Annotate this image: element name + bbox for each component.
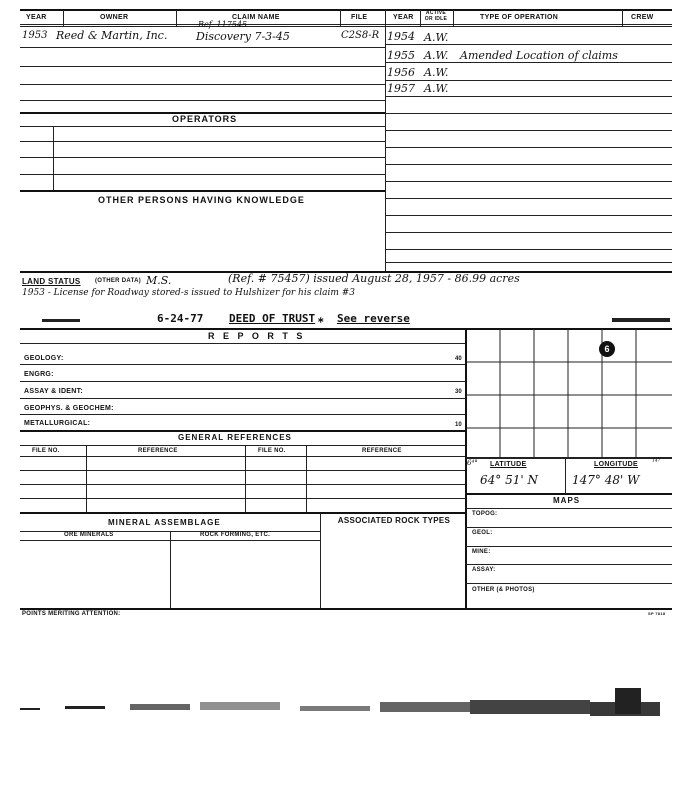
row-line: [20, 66, 385, 67]
general-refs-title: GENERAL REFERENCES: [178, 433, 292, 442]
row-line: [385, 249, 672, 250]
row-line: [20, 84, 385, 85]
row-line: [20, 398, 465, 399]
row-line: [20, 174, 385, 175]
ore-minerals-label: ORE MINERALS: [64, 532, 114, 538]
longitude-value: 147° 48' W: [572, 473, 640, 487]
land-status-line1: (Ref. # 75457) issued August 28, 1957 - 86.99 acres: [228, 272, 520, 285]
deed-date: 6-24-77: [157, 312, 204, 325]
row-line: [466, 527, 672, 528]
claim-ref: Ref. 117545: [198, 20, 248, 29]
scan-artifact: [20, 688, 670, 728]
location-grid: [466, 329, 672, 459]
divider: [176, 10, 177, 26]
latitude-label: LATITUDE: [490, 461, 527, 468]
row-line: [20, 414, 465, 415]
row-line: [385, 164, 672, 165]
maps-title: MAPS: [553, 496, 581, 505]
row-line: [385, 262, 672, 263]
divider: [565, 459, 566, 493]
header-file: FILE: [351, 14, 368, 21]
header-active-idle: ACTIVE OR IDLE: [424, 10, 448, 22]
lon-mark: ¹⁴⁷: [652, 458, 661, 466]
maps-geol: GEOL:: [472, 530, 493, 536]
op-year-3: 1956: [387, 66, 415, 79]
row-line: [466, 508, 672, 509]
divider: [53, 127, 54, 190]
op-status-2: A.W.: [424, 49, 449, 62]
bottom-rule: [20, 608, 672, 610]
op-status-4: A.W.: [424, 82, 449, 95]
op-year-1: 1954: [387, 30, 415, 43]
mineral-title: MINERAL ASSEMBLAGE: [108, 518, 221, 527]
general-refs-file2: FILE NO.: [258, 448, 286, 454]
deed-arrow-icon: ⁎: [318, 312, 324, 325]
header-claim-name: CLAIM NAME: [232, 14, 280, 21]
row-line: [385, 198, 672, 199]
row-line: [385, 80, 672, 81]
ink-mark: [42, 319, 80, 322]
divider: [420, 10, 421, 26]
op-status-3: A.W.: [424, 66, 449, 79]
row-line: [466, 583, 672, 584]
header-year: YEAR: [26, 14, 47, 21]
deed-see: See reverse: [337, 312, 410, 325]
row-line: [20, 141, 385, 142]
row-line: [385, 232, 672, 233]
land-status-label: LAND STATUS: [22, 277, 81, 286]
reports-metallurgical-num: 10: [455, 422, 462, 428]
reports-assay-num: 30: [455, 389, 462, 395]
divider: [306, 446, 307, 512]
row-line: [385, 215, 672, 216]
general-refs-file1: FILE NO.: [32, 448, 60, 454]
maps-mine: MINE:: [472, 549, 491, 555]
general-refs-ref2: REFERENCE: [362, 448, 402, 454]
row-line: [385, 44, 672, 45]
row-line: [20, 364, 465, 365]
divider: [245, 446, 246, 512]
grid-marker: 6: [604, 344, 610, 354]
reports-geology-num: 40: [455, 356, 462, 362]
header-bottom-rule: [20, 24, 672, 25]
row-line: [20, 343, 465, 344]
row-line: [466, 564, 672, 565]
row-line: [20, 100, 385, 101]
header-bottom-rule-2: [20, 26, 672, 27]
land-status-sublabel: (OTHER DATA): [95, 278, 142, 284]
operators-label: OPERATORS: [172, 114, 238, 124]
row-line: [20, 157, 385, 158]
maps-topog: TOPOG:: [472, 511, 498, 517]
op-type-2: Amended Location of claims: [460, 49, 618, 62]
divider: [340, 10, 341, 26]
reports-title: R E P O R T S: [208, 331, 306, 341]
reports-geology: GEOLOGY:: [24, 355, 64, 362]
row-line: [466, 546, 672, 547]
form-number: SP 7818: [648, 611, 666, 616]
row-line: [20, 381, 465, 382]
other-persons-label: OTHER PERSONS HAVING KNOWLEDGE: [98, 195, 305, 205]
header-type-of-operation: TYPE OF OPERATION: [480, 14, 559, 21]
op-status-1: A.W.: [424, 31, 449, 44]
points-meriting-label: POINTS MERITING ATTENTION:: [22, 611, 121, 617]
associated-rock-types: ASSOCIATED ROCK TYPES: [337, 516, 451, 525]
divider: [622, 10, 623, 26]
reports-geophys: GEOPHYS. & GEOCHEM:: [24, 405, 114, 412]
row-line: [385, 130, 672, 131]
divider: [320, 513, 321, 608]
latitude-value: 64° 51' N: [480, 473, 538, 487]
claim-name-value: Discovery 7-3-45: [196, 30, 290, 43]
row-line: [385, 181, 672, 182]
row-line: [20, 430, 465, 432]
top-border: [20, 9, 672, 11]
owner-year: 1953: [22, 30, 48, 41]
divider: [86, 446, 87, 512]
header-year-2: YEAR: [393, 14, 414, 21]
divider: [63, 10, 64, 26]
op-year-2: 1955: [387, 49, 415, 62]
reports-metallurgical: METALLURGICAL:: [24, 420, 91, 427]
rock-forming-label: ROCK FORMING, ETC.: [200, 532, 271, 538]
ink-mark: [612, 318, 670, 322]
divider: [453, 10, 454, 26]
row-line: [20, 126, 385, 127]
row-line: [20, 47, 385, 48]
longitude-label: LONGITUDE: [594, 461, 638, 468]
op-year-4: 1957: [387, 82, 415, 95]
owner-name: Reed & Martin, Inc.: [56, 29, 168, 42]
row-line: [20, 190, 385, 192]
land-status-ms: M.S.: [146, 274, 172, 287]
row-line: [385, 96, 672, 97]
row-line: [385, 113, 672, 114]
row-line: [385, 147, 672, 148]
divider: [170, 532, 171, 608]
general-refs-ref1: REFERENCE: [138, 448, 178, 454]
reports-assay: ASSAY & IDENT:: [24, 388, 84, 395]
maps-other: OTHER (& PHOTOS): [472, 587, 535, 593]
maps-assay: ASSAY:: [472, 567, 496, 573]
row-line: [20, 512, 465, 514]
deed-text: DEED OF TRUST: [229, 312, 316, 325]
row-line: [466, 493, 672, 495]
file-value: C2S8-R: [341, 30, 380, 41]
header-owner: OWNER: [100, 14, 129, 21]
lat-mark: 6⁴°: [467, 459, 478, 467]
header-crew: CREW: [631, 14, 654, 21]
reports-engrg: ENGRG:: [24, 371, 54, 378]
land-status-line2: 1953 - License for Roadway stored-s issued to Hulshizer for his claim #3: [22, 288, 355, 298]
row-line: [385, 62, 672, 63]
